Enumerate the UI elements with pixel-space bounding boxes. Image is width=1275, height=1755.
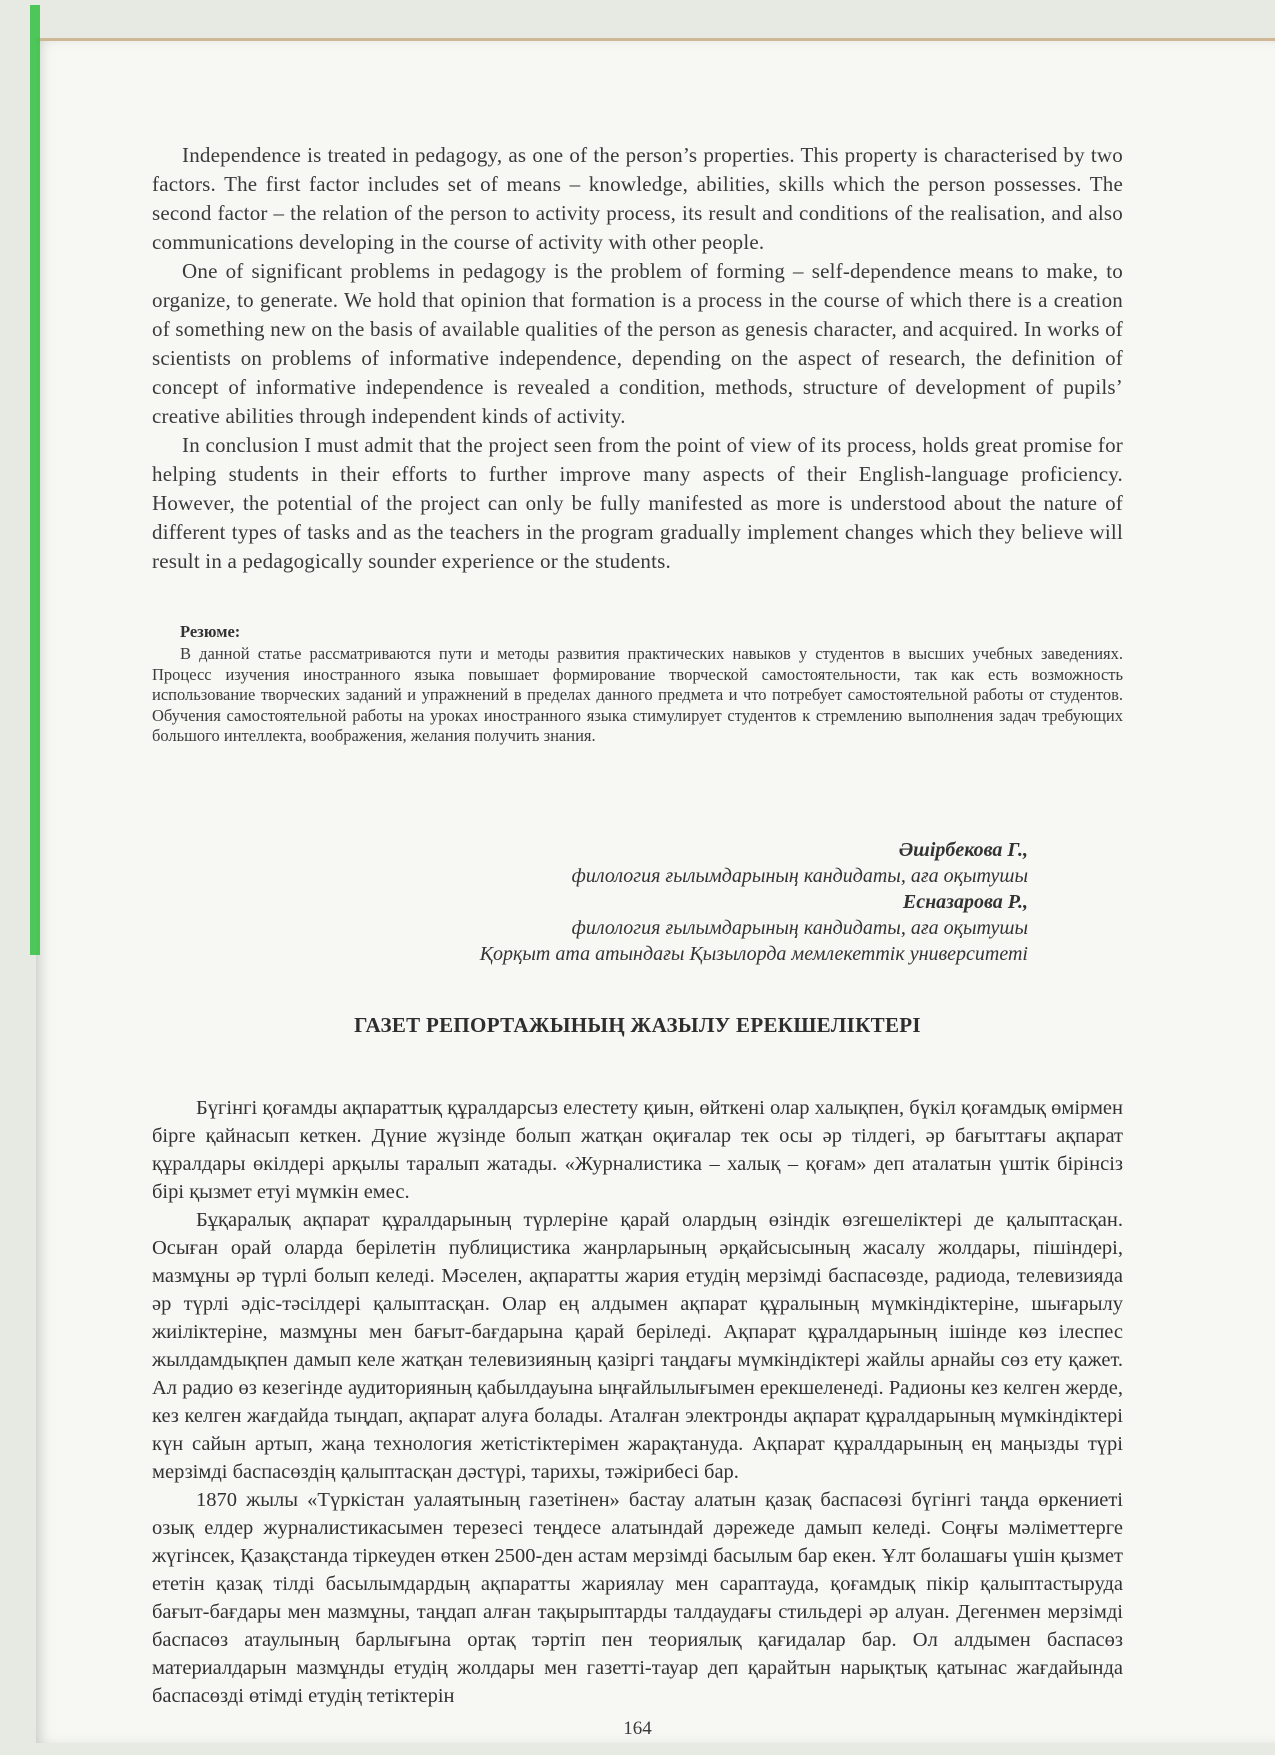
author-role: филология ғылымдарының кандидаты, аға оқытушы: [571, 916, 1028, 939]
author-name: Әшірбекова Г.,: [898, 838, 1028, 861]
page-content: [36, 41, 1275, 1740]
kazakh-section: [152, 1094, 1123, 1710]
document-page: [36, 38, 1275, 1743]
english-paragraph: Independence is treated in pedagogy, as one of the person’s properties. This property is characterised by two factors. The first factor includes set of means – knowledge, abilities, skills which the person possesses. The second factor – the relation of the person to activity process, its result and conditions of the realisation, and also communications developing in the course of activity with other people.: [152, 143, 1123, 254]
english-paragraph: One of significant problems in pedagogy is the problem of forming – self-dependence means to make, to organize, to generate. We hold that opinion that formation is a process in the course of which there is a creation of something new on the basis of available qualities of the person as genesis character, and acquired. In works of scientists on problems of informative independence, depending on the aspect of research, the definition of concept of informative independence is revealed a condition, methods, structure of development of pupils’ creative abilities through independent kinds of activity.: [152, 259, 1123, 428]
resume-body: В данной статье рассматриваются пути и методы развития практических навыков у студентов в высших учебных заведениях. Процесс изучения иностранного языка повышает формирование творческой самостоятельности, так как есть возможность использование творческих заданий и упражнений в пределах данного предмета и что потребует самостоятельной работы от студентов. Обучения самостоятельной работы на уроках иностранного языка стимулирует студентов к стремлению выполнения задач требующих большого интеллекта, воображения, желания получить знания.: [152, 644, 1123, 745]
resume-section: [152, 622, 1123, 747]
author-name: Есназарова Р.,: [902, 890, 1028, 913]
english-paragraph: In conclusion I must admit that the project seen from the point of view of its process, holds great promise for helping students in their efforts to further improve many aspects of their English-language proficiency. However, the potential of the project can only be fully manifested as more is understood about the nature of different types of tasks and as the teachers in the program gradually implement changes which they believe will result in a pedagogically sounder experience or the students.: [152, 433, 1123, 573]
page-number: 164: [623, 1717, 652, 1739]
authors-affiliation: Қорқыт ата атындағы Қызылорда мемлекеттік университеті: [479, 942, 1028, 965]
kazakh-paragraph: Бүгінгі қоғамды ақпараттық құралдарсыз елестету қиын, өйткені олар халықпен, бүкіл қоғамдық өмірмен бірге қайнасып кеткен. Дүние жүзінде болып жатқан оқиғалар тек осы әр тілдегі, әр бағыттағы ақпарат құралдары өкілдері арқылы таралып жатады. «Журналистика – халық – қоғам» деп аталатын үштік бірінсіз бірі қызмет етуі мүмкін емес.: [152, 1096, 1123, 1203]
scan-artifact-strip: [30, 5, 40, 955]
kazakh-paragraph: 1870 жылы «Түркістан уалаятының газетінен» бастау алатын қазақ баспасөзі бүгінгі таңда өркениеті озық елдер журналистикасымен терезесі теңдесе алатындай дәрежеде дамып келеді. Соңғы мәліметтерге жүгінсек, Қазақстанда тіркеуден өткен 2500-ден астам мерзімді басылым бар екен. Ұлт болашағы үшін қызмет ететін қазақ тілді басылымдардың ақпаратты жариялау мен сараптауда, қоғамдық пікір қалыптастыруда бағыт-бағдары мен мазмұны, таңдап алған тақырыптарды талдаудағы стильдері әр алуан. Дегенмен мерзімді баспасөз атаулының барлығына ортақ тәртіп пен теориялық қағидалар бар. Ол алдымен баспасөз материалдарын мазмұнды етудің жолдары мен газетті-тауар деп қарайтын нарықтық қатынас жағдайында баспасөзді өтімді етудің тетіктерін: [152, 1488, 1123, 1707]
resume-heading: Резюме:: [180, 622, 241, 641]
authors-block: [152, 837, 1123, 967]
author-role: филология ғылымдарының кандидаты, аға оқытушы: [571, 864, 1028, 887]
article-title: ГАЗЕТ РЕПОРТАЖЫНЫҢ ЖАЗЫЛУ ЕРЕКШЕЛІКТЕРІ: [354, 1012, 921, 1037]
kazakh-paragraph: Бұқаралық ақпарат құралдарының түрлеріне қарай олардың өзіндік өзгешеліктері де қалыптасқан. Осыған орай оларда берілетін публицистика жанрларының әрқайсысының жасалу жолдары, пішіндері, мазмұны әр түрлі болып келеді. Мәселен, ақпаратты жария етудің мерзімді баспасөзде, радиода, телевизияда әр түрлі әдіс-тәсілдері қалыптасқан. Олар ең алдымен ақпарат құралының мүмкіндіктеріне, шығарылу жиіліктеріне, мазмұны мен бағыт-бағдарына қарай беріледі. Ақпарат құралдарының ішінде көз ілеспес жылдамдықпен дамып келе жатқан телевизияның қазіргі таңдағы мүмкіндіктері жайлы арнайы сөз ету қажет. Ал радио өз кезегінде аудиторияның қабылдауына ыңғайлылығымен ерекшеленеді. Радионы кез келген жерде, кез келген жағдайда тыңдап, ақпарат алуға болады. Аталған электронды ақпарат құралдарының мүмкіндіктері күн сайын артып, жаңа технология жетістіктерімен жарақтануда. Ақпарат құралдарының ең маңызды түрі мерзімді баспасөздің қалыптасқан дәстүрі, тарихы, тәжірибесі бар.: [152, 1208, 1123, 1483]
english-section: [152, 141, 1123, 576]
